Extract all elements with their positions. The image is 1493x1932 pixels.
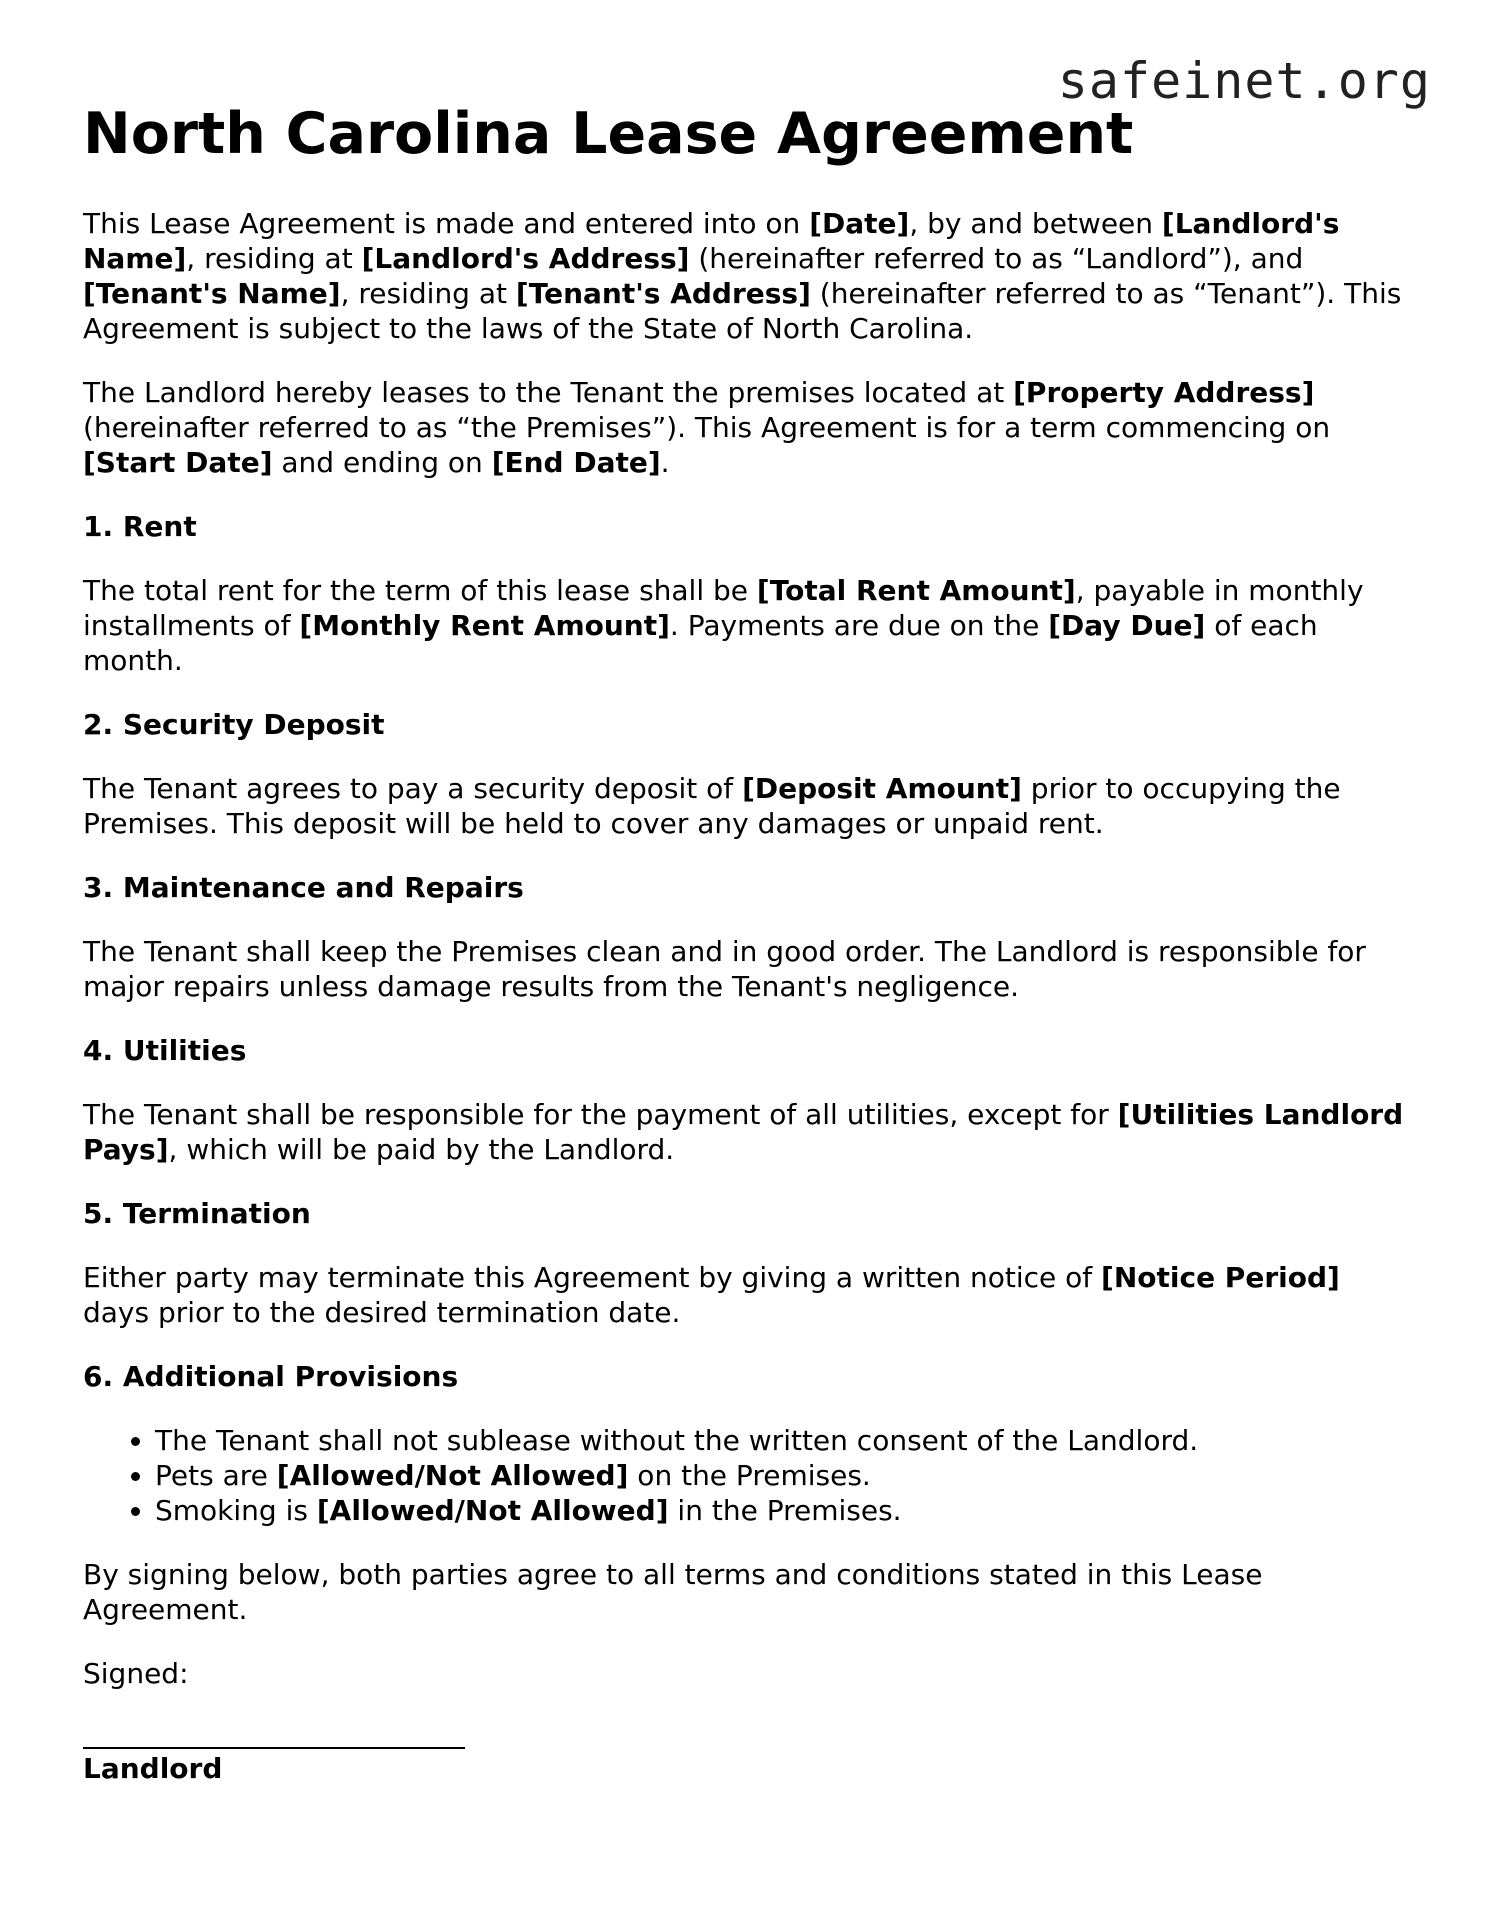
termination-paragraph: Either party may terminate this Agreement by giving a written notice of [Notice Period] days prior to the desired termination date. <box>83 1261 1340 1330</box>
signed-label: Signed: <box>83 1657 189 1691</box>
lease-document <box>83 100 1413 1786</box>
premises-paragraph: The Landlord hereby leases to the Tenant the premises located at [Property Address] (hereinafter referred to as “the Premises”). This Agreement is for a term commencing on [Start Date] and ending on [End Date]. <box>83 376 1331 480</box>
smoking-placeholder: [Allowed/Not Allowed] <box>316 1494 669 1528</box>
start-date-placeholder: [Start Date] <box>83 446 273 480</box>
section-heading-termination: 5. Termination <box>83 1197 311 1231</box>
maintenance-paragraph: The Tenant shall keep the Premises clean and in good order. The Landlord is responsible for major repairs unless damage results from the Tenant's negligence. <box>83 935 1366 1004</box>
document-title: North Carolina Lease Agreement <box>83 101 1134 167</box>
utilities-landlord-pays-placeholder: [Utilities Landlord Pays] <box>83 1098 1404 1167</box>
property-address-placeholder: [Property Address] <box>1013 376 1315 410</box>
tenant-address-placeholder: [Tenant's Address] <box>515 277 811 311</box>
list-item: • Smoking is [Allowed/Not Allowed] in the Premises. <box>155 1493 1413 1528</box>
date-placeholder: [Date] <box>809 207 910 241</box>
notice-period-placeholder: [Notice Period] <box>1101 1261 1340 1295</box>
deposit-amount-placeholder: [Deposit Amount] <box>742 772 1022 806</box>
section-heading-utilities: 4. Utilities <box>83 1034 247 1068</box>
deposit-paragraph: The Tenant agrees to pay a security deposit of [Deposit Amount] prior to occupying the Premises. This deposit will be held to cover any damages or unpaid rent. <box>83 772 1341 841</box>
rent-paragraph: The total rent for the term of this lease shall be [Total Rent Amount], payable in monthly installments of [Monthly Rent Amount]. Payments are due on the [Day Due] of each month. <box>83 574 1364 678</box>
intro-paragraph: This Lease Agreement is made and entered into on [Date], by and between [Landlord's Name], residing at [Landlord's Address] (hereinafter referred to as “Landlord”), and [Tenant's Name], residing at [Tenant's Address] (hereinafter referred to as “Tenant”). This Agreement is subject to the laws of the State of North Carolina. <box>83 207 1402 346</box>
end-date-placeholder: [End Date] <box>491 446 661 480</box>
closing-paragraph: By signing below, both parties agree to all terms and conditions stated in this Lease Agreement. <box>83 1558 1263 1627</box>
section-heading-rent: 1. Rent <box>83 510 197 544</box>
section-heading-additional: 6. Additional Provisions <box>83 1360 459 1394</box>
provisions-list <box>83 1423 1413 1528</box>
landlord-name-placeholder: [Landlord's Name] <box>83 207 1340 276</box>
utilities-paragraph: The Tenant shall be responsible for the payment of all utilities, except for [Utilities Landlord Pays], which will be paid by the Landlord. <box>83 1098 1404 1167</box>
list-item: • Pets are [Allowed/Not Allowed] on the Premises. <box>155 1458 1413 1493</box>
day-due-placeholder: [Day Due] <box>1048 609 1206 643</box>
section-heading-maintenance: 3. Maintenance and Repairs <box>83 871 524 905</box>
section-heading-deposit: 2. Security Deposit <box>83 708 385 742</box>
monthly-rent-placeholder: [Monthly Rent Amount] <box>299 609 670 643</box>
tenant-name-placeholder: [Tenant's Name] <box>83 277 341 311</box>
pets-placeholder: [Allowed/Not Allowed] <box>276 1459 629 1493</box>
total-rent-placeholder: [Total Rent Amount] <box>756 574 1076 608</box>
landlord-address-placeholder: [Landlord's Address] <box>361 242 690 276</box>
signature-line <box>83 1719 465 1749</box>
list-item: • The Tenant shall not sublease without the written consent of the Landlord. <box>155 1423 1413 1458</box>
landlord-signature-label: Landlord <box>83 1752 223 1786</box>
watermark: safeinet.org <box>1057 52 1431 110</box>
